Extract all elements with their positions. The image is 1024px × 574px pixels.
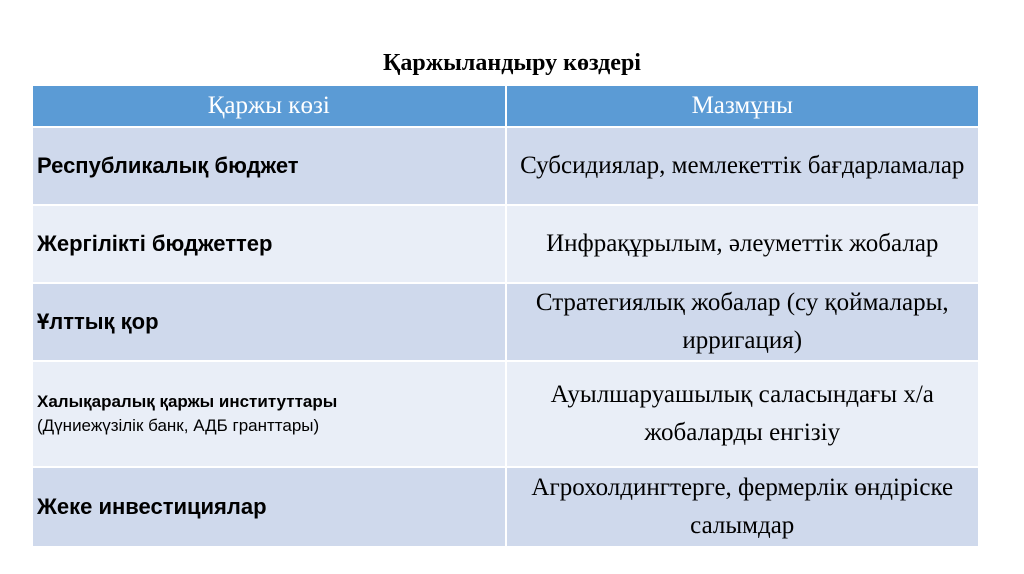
table-row	[33, 467, 978, 547]
cell-source: Жергілікті бюджеттер	[33, 205, 506, 283]
table-row	[33, 283, 978, 361]
source-note: (Дүниежүзілік банк, АДБ гранттары)	[37, 416, 320, 435]
cell-content: Ауылшаруашылық саласындағы х/а жобаларды енгізіу	[506, 361, 979, 467]
header-content: Мазмұны	[506, 86, 979, 127]
cell-source: Ұлттық қор	[33, 283, 506, 361]
table-row	[33, 205, 978, 283]
table-row	[33, 361, 978, 467]
cell-content: Инфрақұрылым, әлеуметтік жобалар	[506, 205, 979, 283]
slide-title: Қаржыландыру көздері	[383, 50, 641, 76]
table-row	[33, 127, 978, 205]
cell-content: Субсидиялар, мемлекеттік бағдарламалар	[506, 127, 979, 205]
funding-sources-table	[33, 86, 978, 548]
table-header-row	[33, 86, 978, 127]
cell-source: Жеке инвестициялар	[33, 467, 506, 547]
cell-content: Агрохолдингтерге, фермерлік өндіріске салымдар	[506, 467, 979, 547]
cell-content: Стратегиялық жобалар (су қоймалары, ирригация)	[506, 283, 979, 361]
cell-source	[33, 361, 506, 467]
source-name: Халықаралық қаржы институттары	[37, 392, 338, 411]
cell-source: Республикалық бюджет	[33, 127, 506, 205]
header-source: Қаржы көзі	[33, 86, 506, 127]
